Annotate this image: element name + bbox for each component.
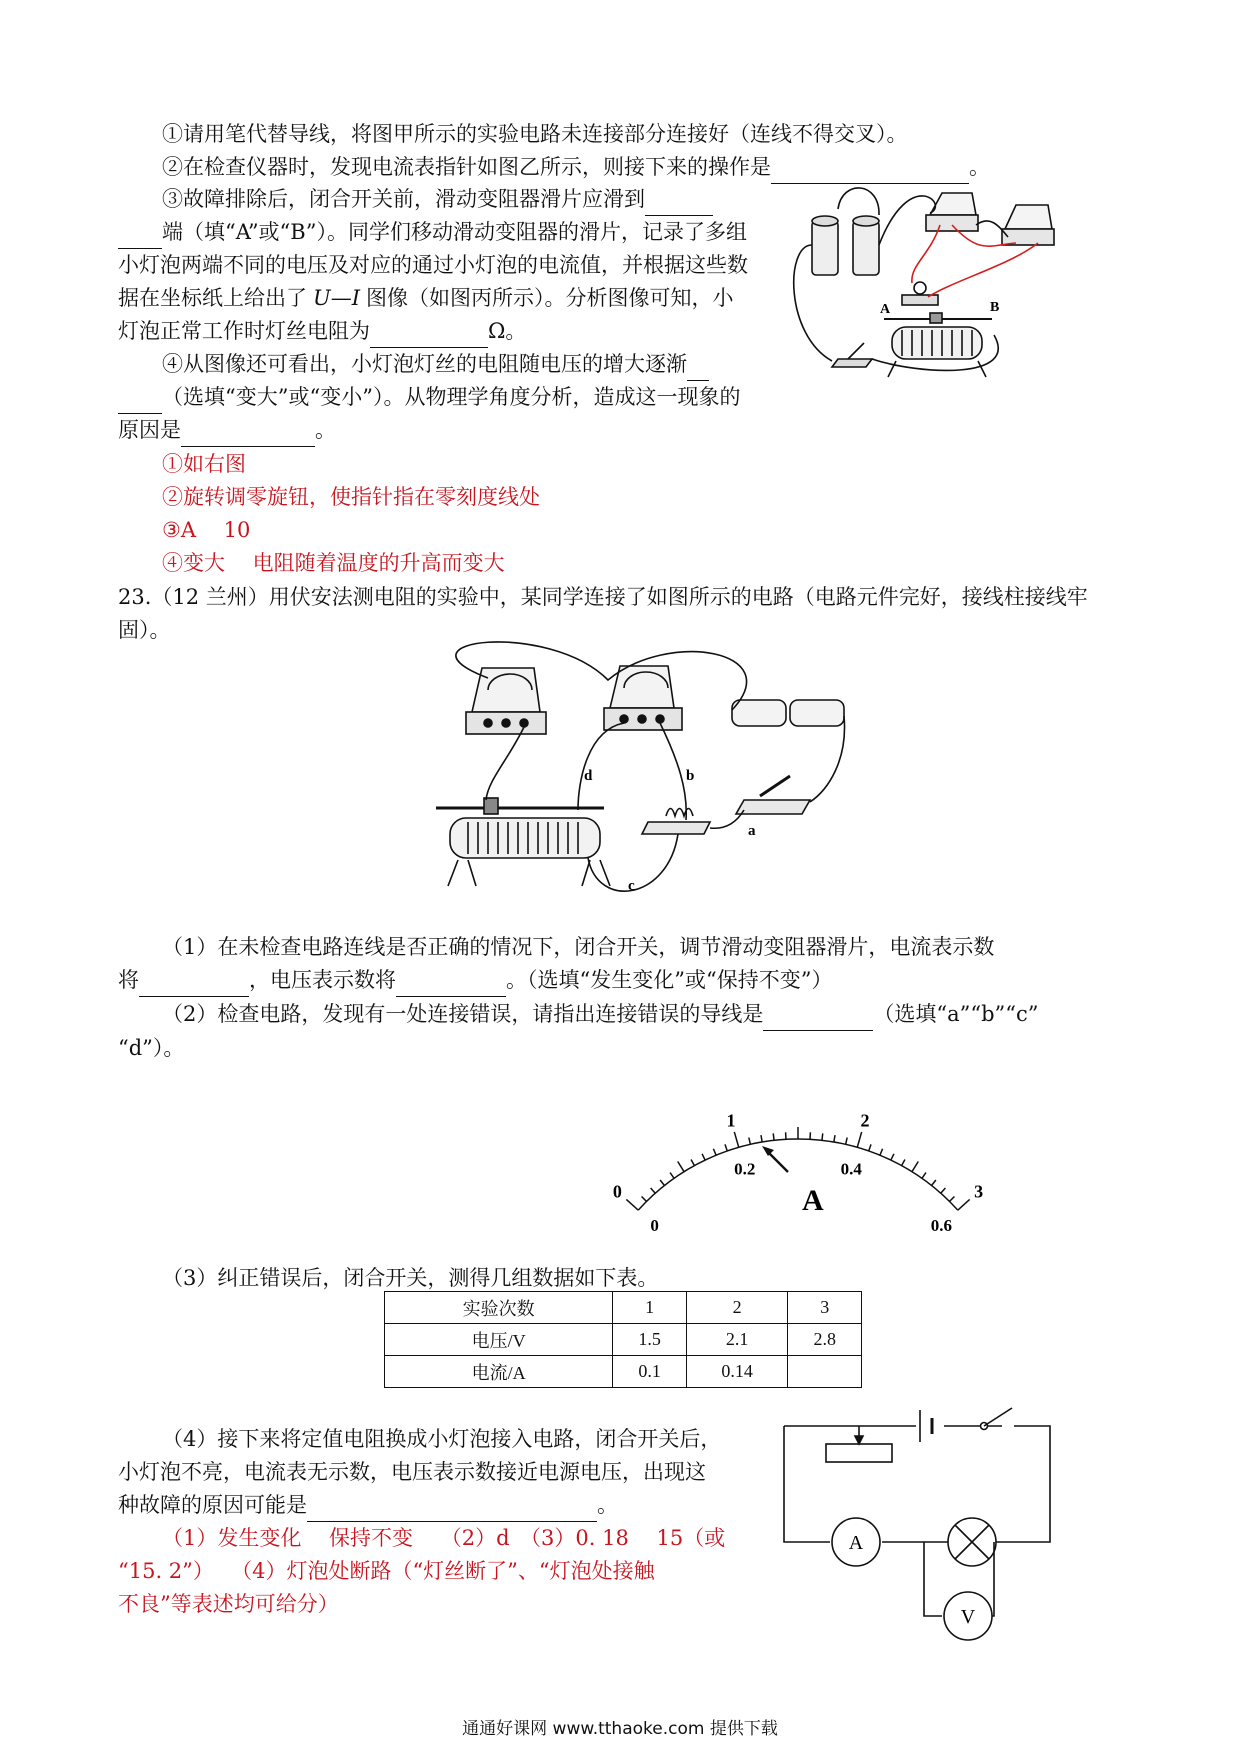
table-cell: 2.8 xyxy=(788,1324,862,1356)
q22-instruction-3-line5: 灯泡正常工作时灯丝电阻为 Ω。 xyxy=(118,315,526,348)
dial-top-label: 2 xyxy=(860,1110,870,1131)
table-cell: 1.5 xyxy=(613,1324,687,1356)
q22-answer-1: ①如右图 xyxy=(162,452,246,476)
dial-tick xyxy=(932,1180,936,1185)
dial-tick xyxy=(857,1132,861,1147)
dial-tick xyxy=(869,1144,871,1151)
table-row xyxy=(385,1324,862,1356)
answer-blank[interactable] xyxy=(687,358,709,381)
table-row xyxy=(385,1356,862,1388)
label-b: B xyxy=(990,300,1000,315)
dial-bottom-label: 0.4 xyxy=(840,1159,862,1179)
q22-instruction-1: ①请用笔代替导线，将图甲所示的实验电路未连接部分连接好（连线不得交叉）。 xyxy=(162,122,908,146)
q23-answer-line1: （1）发生变化 保持不变 （2）d （3）0. 18 15（或 xyxy=(162,1526,726,1550)
dial-tick xyxy=(834,1135,835,1142)
table-cell: 2.1 xyxy=(686,1324,788,1356)
dial-tick xyxy=(642,1196,647,1201)
dial-tick xyxy=(651,1188,656,1193)
dial-tick xyxy=(749,1138,751,1145)
q23-part4-line3: 种故障的原因可能是 。 xyxy=(118,1489,618,1522)
circuit-schematic xyxy=(784,1426,1074,1648)
dial-tick xyxy=(773,1133,774,1140)
dial-arc xyxy=(638,1139,958,1210)
q23-answer-line3: 不良”等表述均可给分） xyxy=(118,1592,339,1616)
dial-tick xyxy=(670,1173,674,1179)
wire-label-c: c xyxy=(628,878,635,894)
dial-bottom-label: 0.2 xyxy=(734,1159,756,1179)
wire-label-a: a xyxy=(748,823,756,839)
data-table xyxy=(384,1291,862,1388)
q22-instruction-3-line4: 据在坐标纸上给出了 U—I 图像（如图丙所示）。分析图像可知，小 xyxy=(118,286,734,310)
q22-instruction-4-line3: 原因是 。 xyxy=(118,414,336,447)
answer-blank[interactable] xyxy=(763,1008,873,1031)
q23-answer-line2: “15. 2”） （4）灯泡处断路（“灯丝断了”、“灯泡处接触 xyxy=(118,1559,655,1583)
dial-top-label: 3 xyxy=(974,1181,984,1202)
q23-part1: （1）在未检查电路连线是否正确的情况下，闭合开关，调节滑动变阻器滑片，电流表示数 xyxy=(162,935,995,959)
table-row-header: 电流/A xyxy=(385,1356,613,1388)
q22-instruction-3-line3: 小灯泡两端不同的电压及对应的通过小灯泡的电流值，并根据这些数 xyxy=(118,253,748,277)
q22-answer-3: ③A 10 xyxy=(162,518,251,542)
dial-unit: A xyxy=(802,1184,824,1217)
schematic-voltmeter-label: V xyxy=(960,1606,976,1628)
dial-top-label: 1 xyxy=(726,1110,736,1131)
dial-top-label: 0 xyxy=(612,1181,622,1202)
dial-tick xyxy=(822,1133,823,1140)
wire-label-d: d xyxy=(584,768,593,784)
answer-blank[interactable] xyxy=(139,974,249,997)
table-row xyxy=(385,1292,862,1324)
dial-tick xyxy=(702,1154,705,1160)
q23-circuit-figure xyxy=(428,650,868,910)
q22-answer-2: ②旋转调零旋钮，使指针指在零刻度线处 xyxy=(162,485,540,509)
table-cell: 0.14 xyxy=(686,1356,788,1388)
dial-tick xyxy=(734,1132,738,1147)
q23-part2-cont: “d”）。 xyxy=(118,1036,185,1060)
q23-part4: （4）接下来将定值电阻换成小灯泡接入电路，闭合开关后， xyxy=(162,1427,722,1451)
dial-tick xyxy=(626,1199,638,1210)
dial-tick xyxy=(846,1138,848,1145)
q23-part4-line2: 小灯泡不亮，电流表无示数，电压表示数接近电源电压，出现这 xyxy=(118,1460,706,1484)
dial-tick xyxy=(713,1149,716,1155)
wire-label-b: b xyxy=(686,768,695,784)
q23-heading: 23.（12 兰州）用伏安法测电阻的实验中，某同学连接了如图所示的电路（电路元件完好，接线柱接线牢 xyxy=(118,585,1088,609)
table-cell: 1 xyxy=(613,1292,687,1324)
q22-instruction-4-cont: （选填“变大”或“变小”）。从物理学角度分析，造成这一现象的 xyxy=(118,381,740,414)
dial-tick xyxy=(922,1173,926,1179)
answer-blank[interactable] xyxy=(118,226,162,249)
q23-part3: （3）纠正错误后，闭合开关，测得几组数据如下表。 xyxy=(162,1266,659,1290)
answer-blank[interactable] xyxy=(396,974,506,997)
answer-blank[interactable] xyxy=(181,424,315,447)
answer-blank[interactable] xyxy=(771,161,969,184)
dial-tick xyxy=(902,1159,905,1165)
table-row-header: 电压/V xyxy=(385,1324,613,1356)
table-cell xyxy=(788,1356,862,1388)
dial-tick xyxy=(880,1149,883,1155)
q23-part2: （2）检查电路，发现有一处连接错误，请指出连接错误的导线是 （选填“a”“b”“c” xyxy=(162,998,1039,1031)
answer-blank[interactable] xyxy=(307,1499,597,1522)
answer-blank[interactable] xyxy=(370,325,488,348)
dial-tick xyxy=(691,1159,694,1165)
dial-tick xyxy=(949,1196,954,1201)
q22-instruction-4: ④从图像还可看出，小灯泡灯丝的电阻随电压的增大逐渐 xyxy=(162,348,709,381)
q23-part1-cont: 将 ，电压表示数将 。（选填“发生变化”或“保持不变”） xyxy=(118,964,832,997)
ammeter-dial-figure xyxy=(612,1104,984,1235)
label-a: A xyxy=(880,302,891,317)
table-cell: 2 xyxy=(686,1292,788,1324)
q23-heading-cont: 固）。 xyxy=(118,618,171,642)
schematic-ammeter-label: A xyxy=(848,1532,864,1554)
q22-answer-4: ④变大 电阻随着温度的升高而变大 xyxy=(162,551,505,575)
dial-tick xyxy=(941,1188,946,1193)
table-cell: 3 xyxy=(788,1292,862,1324)
dial-tick xyxy=(678,1161,684,1171)
dial-bottom-label: 0 xyxy=(650,1215,659,1235)
q22-instruction-3: ③故障排除后，闭合开关前，滑动变阻器滑片应滑到 xyxy=(162,183,713,216)
page-footer: 通通好课网 www.tthaoke.com 提供下载 xyxy=(462,1719,778,1739)
q22-instruction-2: ②在检查仪器时，发现电流表指针如图乙所示，则接下来的操作是 。 xyxy=(162,151,990,184)
dial-tick xyxy=(660,1180,664,1185)
answer-blank[interactable] xyxy=(118,391,162,414)
dial-tick xyxy=(958,1199,970,1210)
dial-tick xyxy=(912,1161,918,1171)
table-cell: 0.1 xyxy=(613,1356,687,1388)
dial-tick xyxy=(761,1135,762,1142)
answer-blank[interactable] xyxy=(645,193,713,216)
q22-instruction-3-cont: 端（填“A”或“B”）。同学们移动滑动变阻器的滑片，记录了多组 xyxy=(118,216,747,249)
dial-tick xyxy=(891,1154,894,1160)
dial-tick xyxy=(725,1144,727,1151)
q22-circuit-figure xyxy=(780,185,1080,400)
table-row-header: 实验次数 xyxy=(385,1292,613,1324)
dial-bottom-label: 0.6 xyxy=(930,1215,953,1235)
